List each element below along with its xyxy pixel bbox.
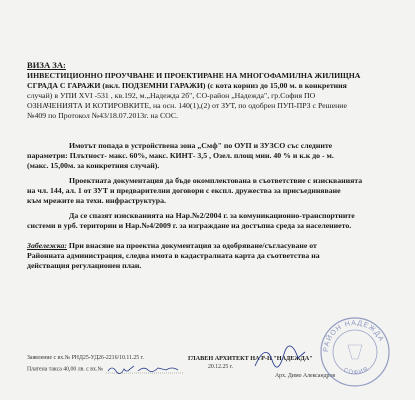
signature-date: 20.12.25 г. (208, 364, 233, 370)
p1-line-2: параметри: Плътност- макс. 60%, макс. КИНТ- 3,5 , Озел. площ мин. 40 % и к.к до - м. (27, 151, 334, 160)
stamp-top-text: РАЙОН НАДЕЖДА (322, 319, 385, 353)
p3-line-1: Да се спазят изискванията на Нар.№2/2004 г. за комуникационно-транспортните (69, 211, 355, 220)
note-line-1 (27, 241, 317, 250)
visa-heading: ВИЗА ЗА: (27, 60, 66, 70)
p2-line-1: Проектната документация да бъде окомплектована в съответствие с изискванията (69, 176, 363, 185)
p2-line-2: на чл. 144, ал. 1 от ЗУТ и предварителни договори с експл. дружества за присъединяване (27, 186, 341, 195)
p1-line-3: (макс. 15,00м. за конкретния случай). (27, 161, 160, 170)
fee-line (27, 364, 186, 374)
note-text-1: При внасяне на проектна документация за одобряване/съгласуване от (68, 241, 317, 250)
svg-text:СОФИЯ (342, 366, 370, 376)
p3-line-2: системи в урб. територии и Нар.№4/2009 г. за изграждане на достъпна среда за населението. (27, 221, 352, 230)
note-label: Забележка: (27, 241, 67, 250)
visa-line-5: №409 по Протокол №43/18.07.2013г. на СОС. (27, 111, 179, 120)
chief-architect-title: ГЛАВЕН АРХИТЕКТ НА Р-Н "НАДЕЖДА" (188, 355, 313, 362)
handwritten-number (106, 364, 186, 374)
fee-text: Платена такса 40,00 лв. с вх.№ (27, 366, 103, 373)
p1-line-1: Имотът попада в устройствена зона „Смф" по ОУП и ЗУЗСО със следните (69, 141, 333, 150)
p2-line-3: към мрежите на техн. инфраструктура. (27, 196, 166, 205)
application-number: Заявление с вх.№ РНД25-УД26-2216/10.11.25 г. (27, 355, 144, 361)
visa-line-4: ОЗНАЧЕНИЯТА И КОТИРОВКИТЕ, на осн. 140(1),(2) от ЗУТ, по одобрен ПУП-ПРЗ с Решение (27, 101, 347, 110)
visa-line-2: СГРАДА С ГАРАЖИ (вкл. ПОДЗЕМНИ ГАРАЖИ) (с кота корниз до 15,00 м. в конкретния (27, 81, 347, 90)
visa-line-1: ИНВЕСТИЦИОННО ПРОУЧВАНЕ И ПРОЕКТИРАНЕ НА МНОГОФАМИЛНА ЖИЛИЩНА (27, 71, 361, 80)
stamp-bottom-text: СОФИЯ (342, 366, 370, 377)
handwritten-signature (250, 342, 310, 372)
visa-line-3: случай) в УПИ XVI -531 , кв.192, м.„Надежда 2б", СО-район „Надежда", гр.София ПО (27, 91, 316, 100)
note-line-3: действащия регулационен план. (27, 261, 142, 270)
official-stamp (318, 315, 392, 389)
note-line-2: Районната администрация, следва имота в кадастралната карта да съответства на (27, 251, 320, 260)
signatory-name: Арх. Димо Александров (275, 373, 336, 379)
